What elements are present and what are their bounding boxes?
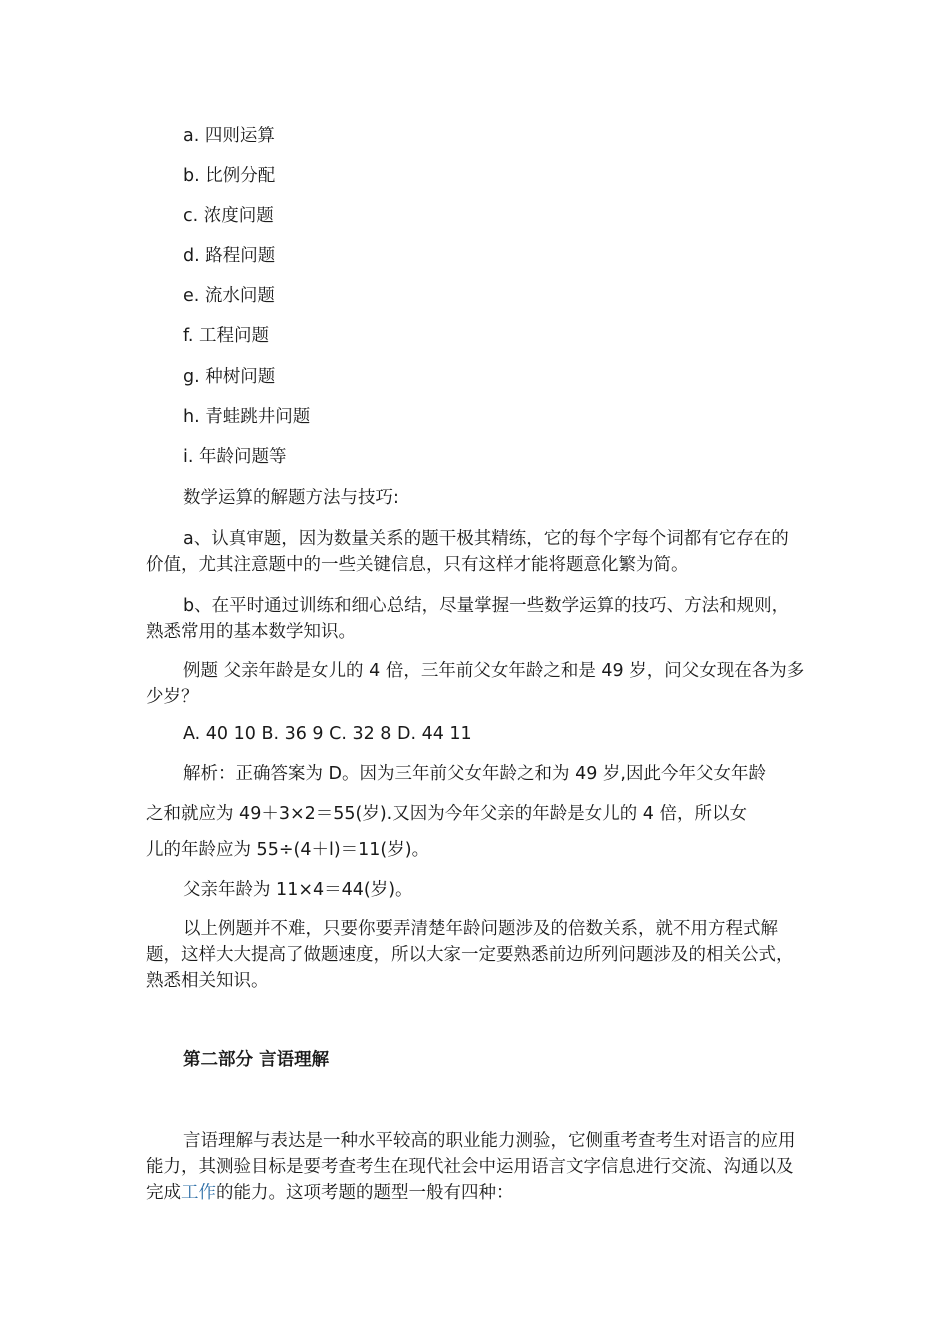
example-options: A. 40 10 B. 36 9 C. 32 8 D. 44 11 — [183, 724, 472, 744]
method-b-paragraph — [146, 593, 806, 645]
work-link[interactable]: 工作 — [181, 1183, 216, 1203]
list-item: b. 比例分配 — [183, 166, 276, 186]
example-question-paragraph — [146, 658, 806, 710]
father-age-result: 父亲年龄为 11×4＝44(岁)。 — [183, 880, 413, 900]
list-item: a. 四则运算 — [183, 126, 275, 146]
list-item: c. 浓度问题 — [183, 206, 274, 226]
list-item: h. 青蛙跳井问题 — [183, 407, 311, 427]
conclusion-paragraph — [146, 916, 806, 994]
analysis-line-2: 之和就应为 49＋3×2＝55(岁).又因为今年父亲的年龄是女儿的 4 倍，所以女 — [146, 804, 748, 824]
intro-text-end: 的能力。这项考题的题型一般有四种： — [216, 1183, 514, 1203]
analysis-line-3: 儿的年龄应为 55÷(4＋l)＝11(岁)。 — [146, 840, 430, 860]
list-item: g. 种树问题 — [183, 367, 276, 387]
list-item: d. 路程问题 — [183, 246, 276, 266]
list-item: e. 流水问题 — [183, 286, 275, 306]
methods-heading: 数学运算的解题方法与技巧: — [183, 488, 399, 508]
example-question-text: 例题 父亲年龄是女儿的 4 倍，三年前父女年龄之和是 49 岁，问父女现在各为多少岁？ — [146, 661, 805, 707]
method-a-text: a、认真审题，因为数量关系的题干极其精练，它的每个字每个词都有它存在的价值，尤其注意题中的一些关键信息，只有这样才能将题意化繁为简。 — [146, 529, 789, 575]
intro-paragraph — [146, 1128, 806, 1206]
conclusion-text: 以上例题并不难，只要你要弄清楚年龄问题涉及的倍数关系，就不用方程式解题，这样大大提高了做题速度，所以大家一定要熟悉前边所列问题涉及的相关公式，熟悉相关知识。 — [146, 919, 794, 991]
list-item: i. 年龄问题等 — [183, 447, 287, 467]
section-heading: 第二部分 言语理解 — [183, 1050, 330, 1070]
method-a-paragraph — [146, 526, 806, 578]
method-b-text: b、在平时通过训练和细心总结，尽量掌握一些数学运算的技巧、方法和规则，熟悉常用的基本数学知识。 — [146, 596, 790, 642]
analysis-line-1: 解析：正确答案为 D。因为三年前父女年龄之和为 49 岁,因此今年父女年龄 — [183, 764, 766, 784]
list-item: f. 工程问题 — [183, 326, 270, 346]
intro-text: 言语理解与表达是一种水平较高的职业能力测验，它侧重考查考生对语言的应用能力，其测验目标是要考查考生在现代社会中运用语言文字信息进行交流、沟通以及完成 — [146, 1131, 796, 1203]
